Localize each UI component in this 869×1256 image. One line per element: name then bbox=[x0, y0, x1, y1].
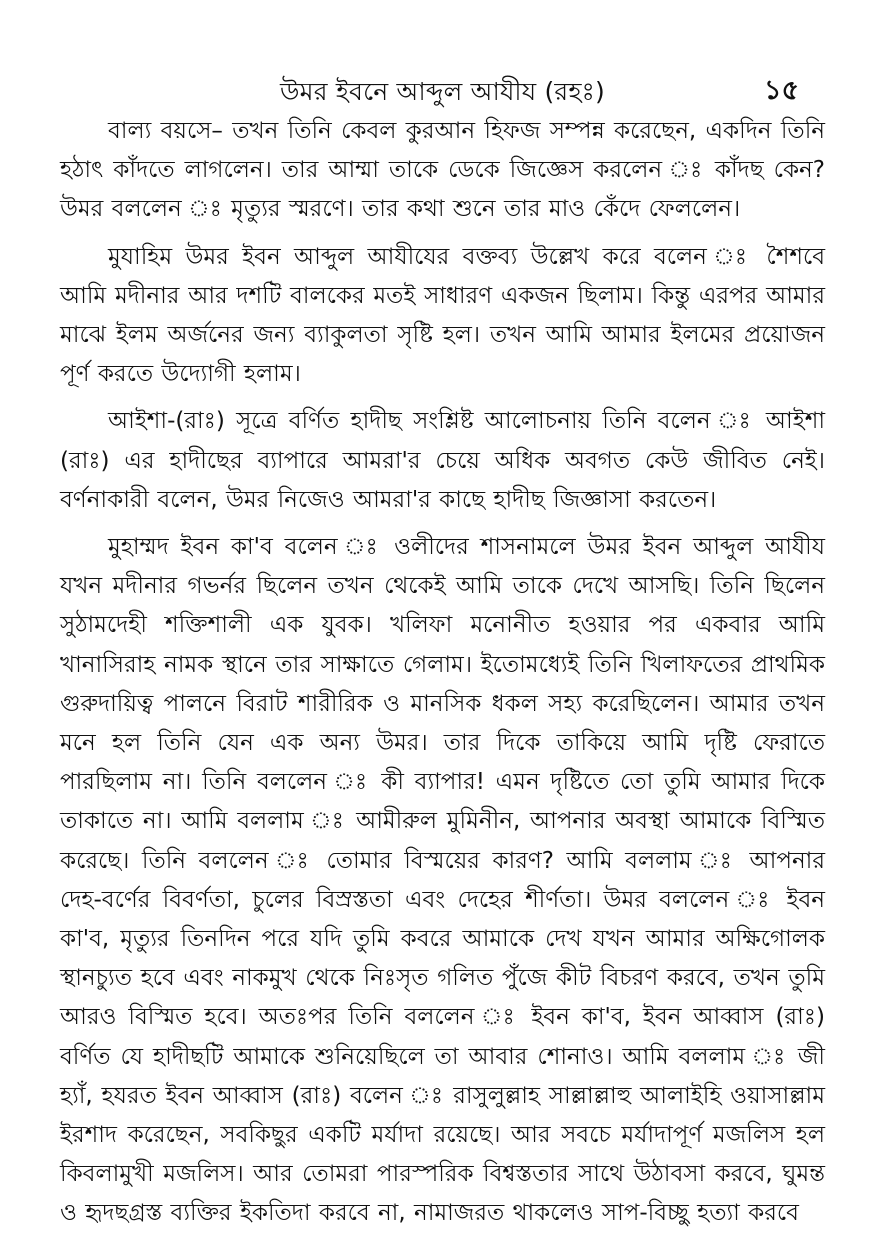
page-header bbox=[104, 62, 817, 106]
paragraph-3: আইশা-(রাঃ) সূত্রে বর্ণিত হাদীছ সংশ্লিষ্ট আলোচনায় তিনি বলেন ঃ আইশা (রাঃ) এর হাদীছের ব্যাপারে আমরা'র চেয়ে অধিক অবগত কেউ জীবিত নেই। বর্ণনাকারী বলেন, উমর নিজেও আমরা'র কাছে হাদীছ জিজ্ঞাসা করতেন। bbox=[60, 408, 825, 513]
paragraph-1: বাল্য বয়সে– তখন তিনি কেবল কুরআন হিফজ সম্পন্ন করেছেন, একদিন তিনি হঠাৎ কাঁদতে লাগলেন। তার আম্মা তাকে ডেকে জিজ্ঞেস করলেন ঃ কাঁদছ কেন? উমর বললেন ঃ মৃত্যুর স্মরণে। তার কথা শুনে তার মাও কেঁদে ফেললেন। bbox=[60, 118, 825, 223]
running-title: উমর ইবনে আব্দুল আযীয (রহঃ) bbox=[280, 77, 605, 106]
body-text bbox=[60, 112, 825, 1234]
paragraph-4: মুহাম্মদ ইবন কা'ব বলেন ঃ ওলীদের শাসনামলে উমর ইবন আব্দুল আযীয যখন মদীনার গভর্নর ছিলেন তখন থেকেই আমি তাকে দেখে আসছি। তিনি ছিলেন সুঠামদেহী শক্তিশালী এক যুবক। খলিফা মনোনীত হওয়ার পর একবার আমি খানাসিরাহ নামক স্থানে তার সাক্ষাতে গেলাম। ইতোমধ্যেই তিনি খিলাফতের প্রাথমিক গুরুদায়িত্ব পালনে বিরাট শারীরিক ও মানসিক ধকল সহ্য করেছিলেন। আমার তখন মনে হল তিনি যেন এক অন্য উমর। তার দিকে তাকিয়ে আমি দৃষ্টি ফেরাতে পারছিলাম না। তিনি বললেন ঃ কী ব্যাপার! এমন দৃষ্টিতে তো তুমি আমার দিকে তাকাতে না। আমি বললাম ঃ আমীরুল মুমিনীন, আপনার অবস্থা আমাকে বিস্মিত করেছে। তিনি বললেন ঃ তোমার বিস্ময়ের কারণ? আমি বললাম ঃ আপনার দেহ-বর্ণের বিবর্ণতা, চুলের বিস্রস্ততা এবং দেহের শীর্ণতা। উমর বললেন ঃ ইবন কা'ব, মৃত্যুর তিনদিন পরে যদি তুমি কবরে আমাকে দেখ যখন আমার অক্ষিগোলক স্থানচ্যুত হবে এবং নাকমুখ থেকে নিঃসৃত গলিত পুঁজে কীট বিচরণ করবে, তখন তুমি আরও বিস্মিত হবে। অতঃপর তিনি বললেন ঃ ইবন কা'ব, ইবন আব্বাস (রাঃ) বর্ণিত যে হাদীছটি আমাকে শুনিয়েছিলে তা আবার শোনাও। আমি বললাম ঃ জী হ্যাঁ, হযরত ইবন আব্বাস (রাঃ) বলেন ঃ রাসুলুল্লাহ সাল্লাল্লাহু আলাইহি ওয়াসাল্লাম ইরশাদ করেছেন, সবকিছুর একটি মর্যাদা রয়েছে। আর সবচে মর্যাদাপূর্ণ মজলিস হল কিবলামুখী মজলিস। আর তোমরা পারস্পরিক বিশ্বস্ততার সাথে উঠাবসা করবে, ঘুমন্ত ও হৃদছগ্রস্ত ব্যক্তির ইকতিদা করবে না, নামাজরত থাকলেও সাপ-বিচ্ছু হত্যা করবে bbox=[60, 534, 825, 1227]
page-number: ১৫ bbox=[763, 75, 799, 106]
paragraph-2: মুযাহিম উমর ইবন আব্দুল আযীযের বক্তব্য উল্লেখ করে বলেন ঃ শৈশবে আমি মদীনার আর দশটি বালকের মতই সাধারণ একজন ছিলাম। কিন্তু এরপর আমার মাঝে ইলম অর্জনের জন্য ব্যাকুলতা সৃষ্টি হল। তখন আমি আমার ইলমের প্রয়োজন পূর্ণ করতে উদ্যোগী হলাম। bbox=[60, 243, 825, 388]
